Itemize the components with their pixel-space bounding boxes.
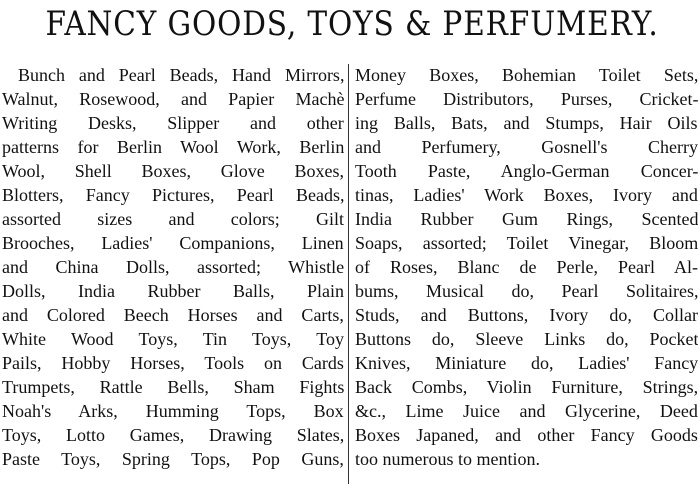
text-line: tinas, Ladies' Work Boxes, Ivory and [355,185,698,205]
text-line: Paste Toys, Spring Tops, Pop Guns, [2,449,344,469]
text-line: Soaps, assorted; Toilet Vinegar, Bloom [355,233,698,253]
text-line: patterns for Berlin Wool Work, Berlin [2,137,344,157]
text-line: Studs, and Buttons, Ivory do, Collar [355,305,698,325]
right-column [355,63,698,489]
text-line: and Perfumery, Gosnell's Cherry [355,137,698,157]
text-line: Buttons do, Sleeve Links do, Pocket [355,329,698,349]
text-line: Boxes Japaned, and other Fancy Goods [355,425,698,445]
text-line: Noah's Arks, Humming Tops, Box [2,401,344,421]
column-divider [348,64,349,484]
text-line: too numerous to mention. [355,449,540,469]
text-line: &c., Lime Juice and Glycerine, Deed [355,401,698,421]
headline: FANCY GOODS, TOYS & PERFUMERY. [45,4,659,44]
text-line: Wool, Shell Boxes, Glove Boxes, [2,161,344,181]
text-line: bums, Musical do, Pearl Solitaires, [355,281,698,301]
text-line: and Colored Beech Horses and Carts, [2,305,344,325]
text-line: White Wood Toys, Tin Toys, Toy [2,329,344,349]
text-line: Tooth Paste, Anglo-German Concer- [355,161,698,181]
text-line: and China Dolls, assorted; Whistle [2,257,344,277]
text-line: of Roses, Blanc de Perle, Pearl Al- [355,257,698,277]
text-line: ing Balls, Bats, and Stumps, Hair Oils [355,113,698,133]
text-line: Money Boxes, Bohemian Toilet Sets, [355,65,698,85]
text-line: Pails, Hobby Horses, Tools on Cards [2,353,344,373]
text-line: Trumpets, Rattle Bells, Sham Fights [2,377,344,397]
text-line: Bunch and Pearl Beads, Hand Mirrors, [18,65,344,85]
text-line: Blotters, Fancy Pictures, Pearl Beads, [2,185,344,205]
text-line: assorted sizes and colors; Gilt [2,209,344,229]
text-line: Perfume Distributors, Purses, Cricket- [355,89,698,109]
text-line: Knives, Miniature do, Ladies' Fancy [355,353,698,373]
text-line: Writing Desks, Slipper and other [2,113,344,133]
text-line: India Rubber Gum Rings, Scented [355,209,698,229]
text-line: Back Combs, Violin Furniture, Strings, [355,377,698,397]
text-line: Dolls, India Rubber Balls, Plain [2,281,344,301]
text-line: Brooches, Ladies' Companions, Linen [2,233,344,253]
text-line: Walnut, Rosewood, and Papier Machè [2,89,344,109]
left-column [2,63,344,489]
text-line: Toys, Lotto Games, Drawing Slates, [2,425,344,445]
